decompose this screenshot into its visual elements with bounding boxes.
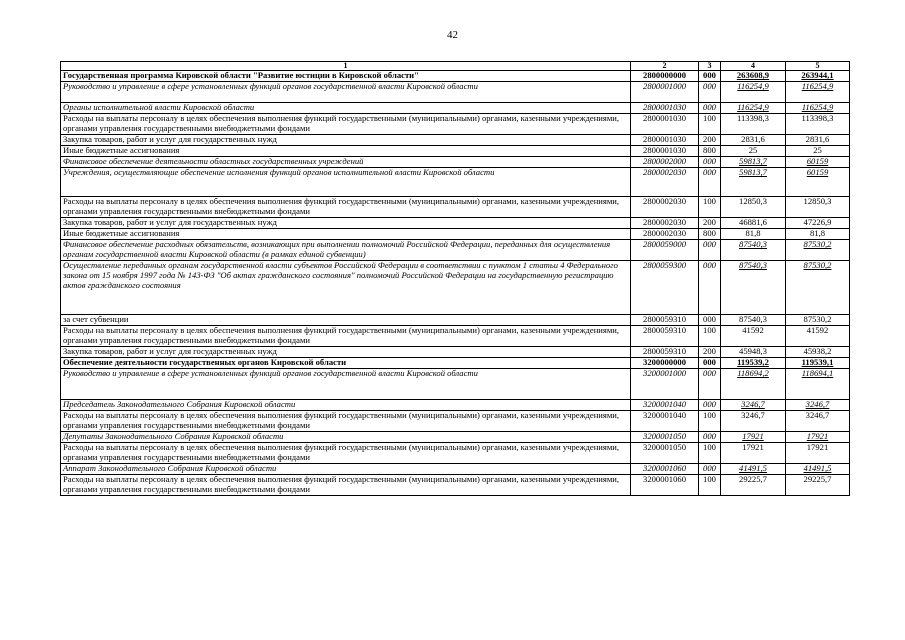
row-expense-type: 200 — [699, 347, 721, 358]
row-value-2: 3246,7 — [786, 411, 850, 432]
row-name: Руководство и управление в сфере установленных функций органов государственной власти Кировской области — [61, 369, 631, 400]
row-value-1: 29225,7 — [721, 475, 786, 496]
row-code: 2800059310 — [631, 315, 699, 326]
row-expense-type: 100 — [699, 197, 721, 218]
table-row — [61, 71, 850, 82]
row-value-2: 17921 — [786, 432, 850, 443]
row-expense-type: 000 — [699, 240, 721, 261]
row-code: 2800001030 — [631, 135, 699, 146]
table-row — [61, 347, 850, 358]
row-expense-type: 000 — [699, 261, 721, 315]
row-value-1: 118694,2 — [721, 369, 786, 400]
row-value-1: 12850,3 — [721, 197, 786, 218]
row-value-2: 119539,1 — [786, 358, 850, 369]
row-code: 2800059300 — [631, 261, 699, 315]
row-name: Аппарат Законодательного Собрания Кировской области — [61, 464, 631, 475]
row-name: Расходы на выплаты персоналу в целях обеспечения выполнения функций государственными (муниципальными) органами, казенными учреждениями, органами управления государственными внебюджетными фондами — [61, 475, 631, 496]
row-value-1: 116254,9 — [721, 82, 786, 103]
table-row — [61, 315, 850, 326]
row-expense-type: 100 — [699, 114, 721, 135]
table-row — [61, 168, 850, 197]
row-code: 3200001050 — [631, 432, 699, 443]
row-value-1: 87540,3 — [721, 240, 786, 261]
table-row — [61, 157, 850, 168]
row-value-1: 41592 — [721, 326, 786, 347]
row-name: Расходы на выплаты персоналу в целях обеспечения выполнения функций государственными (муниципальными) органами, казенными учреждениями, органами управления государственными внебюджетными фондами — [61, 114, 631, 135]
row-value-2: 41592 — [786, 326, 850, 347]
row-name: Обеспечение деятельности государственных органов Кировской области — [61, 358, 631, 369]
row-value-2: 118694,1 — [786, 369, 850, 400]
row-code: 3200000000 — [631, 358, 699, 369]
row-name: Закупка товаров, работ и услуг для государственных нужд — [61, 218, 631, 229]
row-value-2: 263944,1 — [786, 71, 850, 82]
column-header-code: 2 — [631, 62, 699, 71]
row-value-1: 25 — [721, 146, 786, 157]
row-expense-type: 100 — [699, 475, 721, 496]
row-expense-type: 000 — [699, 103, 721, 114]
row-code: 3200001040 — [631, 411, 699, 432]
row-name: Финансовое обеспечение деятельности областных государственных учреждений — [61, 157, 631, 168]
row-value-2: 60159 — [786, 168, 850, 197]
table-row — [61, 197, 850, 218]
table-row — [61, 400, 850, 411]
row-expense-type: 000 — [699, 168, 721, 197]
row-name: Финансовое обеспечение расходных обязательств, возникающих при выполнении полномочий Российской Федерации, переданных для осуществления органам государственной власти Кировской области (в рамках единой субвенции) — [61, 240, 631, 261]
row-code: 2800059310 — [631, 326, 699, 347]
budget-table — [60, 61, 850, 496]
row-value-2: 17921 — [786, 443, 850, 464]
row-expense-type: 000 — [699, 157, 721, 168]
row-name: Депутаты Законодательного Собрания Кировской области — [61, 432, 631, 443]
table-row — [61, 103, 850, 114]
row-value-1: 113398,3 — [721, 114, 786, 135]
row-expense-type: 100 — [699, 326, 721, 347]
row-name: за счет субвенции — [61, 315, 631, 326]
column-header-value-2: 5 — [786, 62, 850, 71]
row-name: Расходы на выплаты персоналу в целях обеспечения выполнения функций государственными (муниципальными) органами, казенными учреждениями, органами управления государственными внебюджетными фондами — [61, 411, 631, 432]
row-value-1: 46881,6 — [721, 218, 786, 229]
table-row — [61, 240, 850, 261]
row-value-2: 12850,3 — [786, 197, 850, 218]
column-header-type: 3 — [699, 62, 721, 71]
row-code: 3200001060 — [631, 464, 699, 475]
row-name: Расходы на выплаты персоналу в целях обеспечения выполнения функций государственными (муниципальными) органами, казенными учреждениями, органами управления государственными внебюджетными фондами — [61, 326, 631, 347]
row-name: Государственная программа Кировской области "Развитие юстиции в Кировской области" — [61, 71, 631, 82]
row-code: 2800002030 — [631, 218, 699, 229]
column-header-name: 1 — [61, 62, 631, 71]
table-row — [61, 443, 850, 464]
row-value-1: 17921 — [721, 432, 786, 443]
budget-table-body — [61, 62, 850, 496]
row-expense-type: 000 — [699, 464, 721, 475]
row-value-1: 41491,5 — [721, 464, 786, 475]
row-code: 2800059310 — [631, 347, 699, 358]
row-code: 2800002030 — [631, 197, 699, 218]
row-expense-type: 100 — [699, 411, 721, 432]
row-name: Расходы на выплаты персоналу в целях обеспечения выполнения функций государственными (муниципальными) органами, казенными учреждениями, органами управления государственными внебюджетными фондами — [61, 197, 631, 218]
row-code: 2800059000 — [631, 240, 699, 261]
table-row — [61, 411, 850, 432]
row-value-1: 3246,7 — [721, 400, 786, 411]
row-expense-type: 000 — [699, 400, 721, 411]
row-value-1: 59813,7 — [721, 157, 786, 168]
row-code: 3200001040 — [631, 400, 699, 411]
table-row — [61, 218, 850, 229]
row-value-2: 81,8 — [786, 229, 850, 240]
row-name: Иные бюджетные ассигнования — [61, 229, 631, 240]
row-name: Председатель Законодательного Собрания Кировской области — [61, 400, 631, 411]
row-value-2: 2831,6 — [786, 135, 850, 146]
table-row — [61, 82, 850, 103]
row-value-1: 17921 — [721, 443, 786, 464]
row-value-1: 59813,7 — [721, 168, 786, 197]
row-code: 2800002030 — [631, 168, 699, 197]
row-expense-type: 000 — [699, 369, 721, 400]
row-value-2: 47226,9 — [786, 218, 850, 229]
row-name: Органы исполнительной власти Кировской области — [61, 103, 631, 114]
row-expense-type: 000 — [699, 82, 721, 103]
row-code: 3200001060 — [631, 475, 699, 496]
row-code: 2800001030 — [631, 146, 699, 157]
row-code: 2800001030 — [631, 103, 699, 114]
table-row — [61, 261, 850, 315]
row-expense-type: 100 — [699, 443, 721, 464]
row-value-1: 2831,6 — [721, 135, 786, 146]
row-name: Осуществление переданных органам государственной власти субъектов Российской Федерации в соответствии с пунктом 1 статьи 4 Федерального закона от 15 ноября 1997 года № 143-ФЗ "Об актах гражданского состояния" полномочий Российской Федерации на государственную регистрацию актов гражданского состояния — [61, 261, 631, 315]
row-expense-type: 200 — [699, 218, 721, 229]
row-expense-type: 800 — [699, 146, 721, 157]
row-name: Иные бюджетные ассигнования — [61, 146, 631, 157]
row-value-2: 29225,7 — [786, 475, 850, 496]
row-value-2: 45938,2 — [786, 347, 850, 358]
row-expense-type: 200 — [699, 135, 721, 146]
row-value-2: 116254,9 — [786, 82, 850, 103]
row-code: 3200001000 — [631, 369, 699, 400]
table-row — [61, 358, 850, 369]
row-value-1: 45948,3 — [721, 347, 786, 358]
row-name: Руководство и управление в сфере установленных функций органов государственной власти Кировской области — [61, 82, 631, 103]
row-expense-type: 000 — [699, 315, 721, 326]
table-row — [61, 229, 850, 240]
row-value-2: 113398,3 — [786, 114, 850, 135]
table-row — [61, 326, 850, 347]
row-expense-type: 000 — [699, 432, 721, 443]
row-code: 2800000000 — [631, 71, 699, 82]
row-value-2: 60159 — [786, 157, 850, 168]
row-value-1: 87540,3 — [721, 261, 786, 315]
row-value-2: 3246,7 — [786, 400, 850, 411]
row-code: 2800002030 — [631, 229, 699, 240]
row-value-1: 116254,9 — [721, 103, 786, 114]
row-value-2: 41491,5 — [786, 464, 850, 475]
row-value-2: 25 — [786, 146, 850, 157]
row-value-2: 116254,9 — [786, 103, 850, 114]
row-value-1: 263608,9 — [721, 71, 786, 82]
table-row — [61, 369, 850, 400]
row-expense-type: 000 — [699, 358, 721, 369]
row-value-2: 87530,2 — [786, 240, 850, 261]
row-value-2: 87530,2 — [786, 315, 850, 326]
row-name: Закупка товаров, работ и услуг для государственных нужд — [61, 135, 631, 146]
row-value-1: 119539,2 — [721, 358, 786, 369]
table-row — [61, 135, 850, 146]
page-number: 42 — [447, 29, 458, 41]
row-expense-type: 800 — [699, 229, 721, 240]
row-code: 2800001030 — [631, 114, 699, 135]
table-row — [61, 114, 850, 135]
row-expense-type: 000 — [699, 71, 721, 82]
column-header-value-1: 4 — [721, 62, 786, 71]
table-row — [61, 146, 850, 157]
row-name: Расходы на выплаты персоналу в целях обеспечения выполнения функций государственными (муниципальными) органами, казенными учреждениями, органами управления государственными внебюджетными фондами — [61, 443, 631, 464]
row-code: 3200001050 — [631, 443, 699, 464]
table-row — [61, 432, 850, 443]
row-value-2: 87530,2 — [786, 261, 850, 315]
table-row — [61, 475, 850, 496]
row-name: Закупка товаров, работ и услуг для государственных нужд — [61, 347, 631, 358]
row-value-1: 3246,7 — [721, 411, 786, 432]
row-code: 2800002000 — [631, 157, 699, 168]
row-name: Учреждения, осуществляющие обеспечение исполнения функций органов исполнительной власти Кировской области — [61, 168, 631, 197]
table-row — [61, 464, 850, 475]
row-code: 2800001000 — [631, 82, 699, 103]
row-value-1: 81,8 — [721, 229, 786, 240]
row-value-1: 87540,3 — [721, 315, 786, 326]
